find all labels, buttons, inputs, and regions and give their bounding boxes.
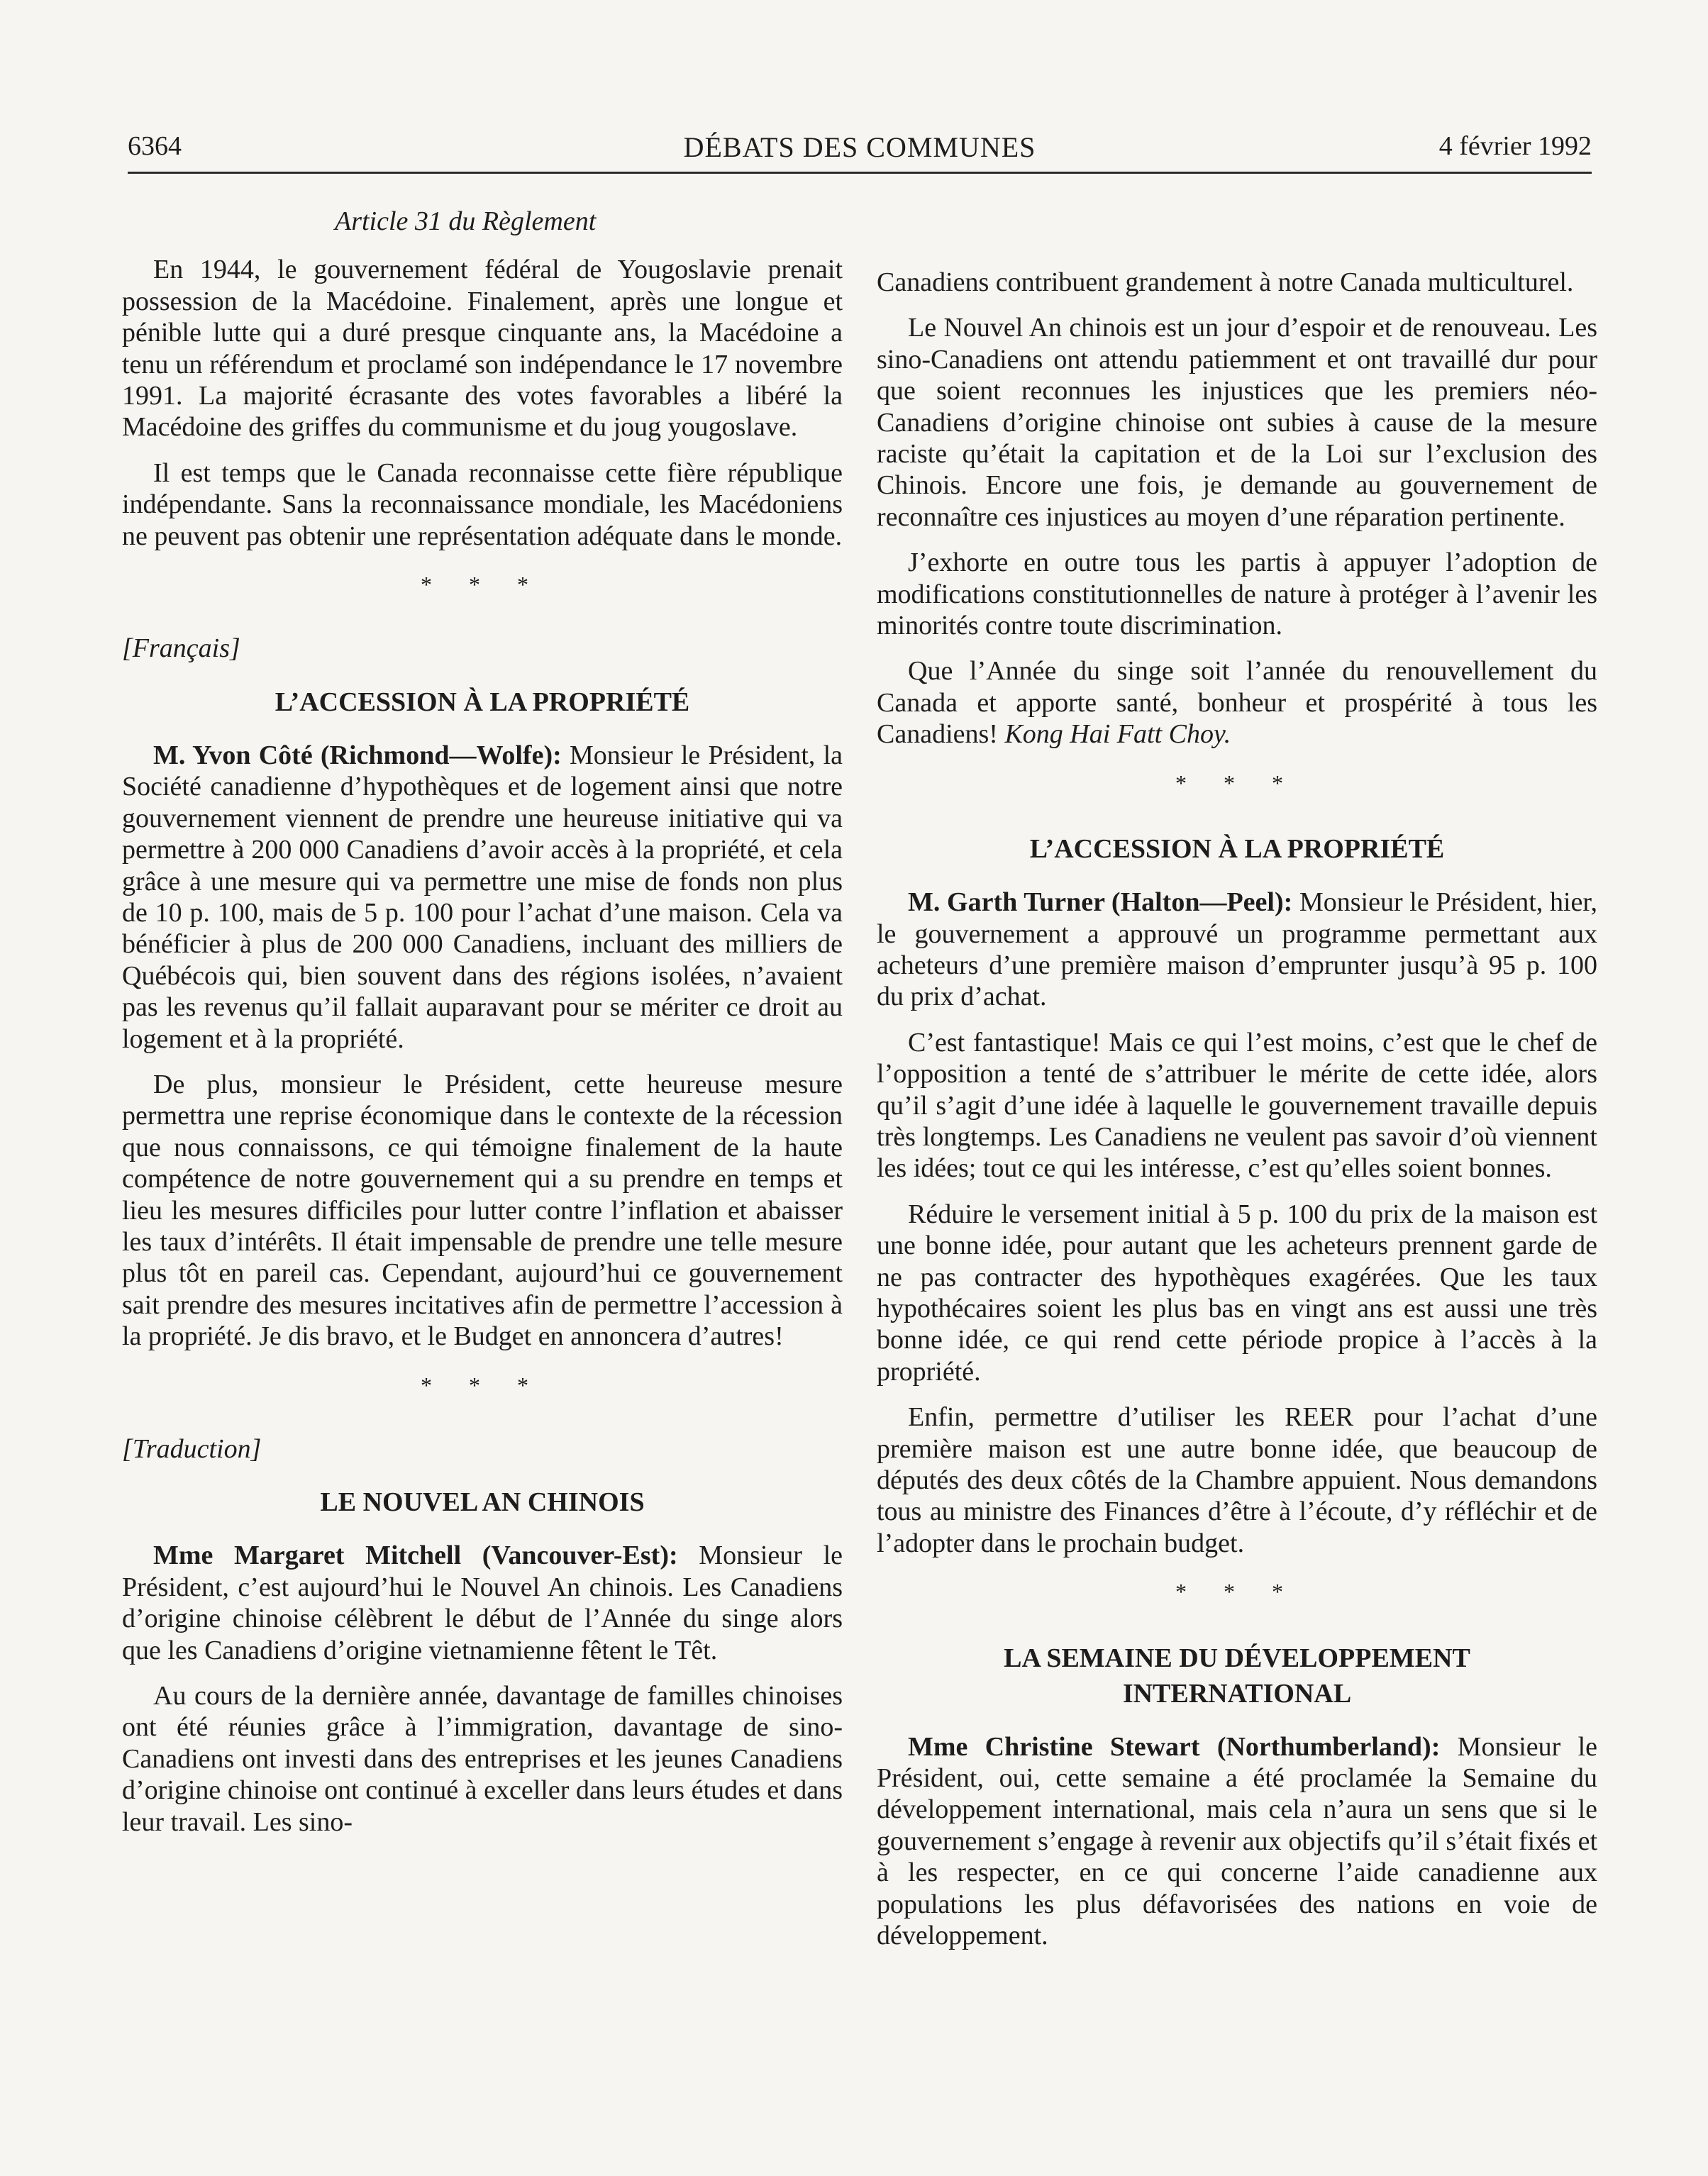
paragraph: J’exhorte en outre tous les partis à appuyer l’adoption de modifications constitutionnelles de nature à protéger à l’avenir les minorités contre toute discrimination. [877, 548, 1597, 641]
right-column [877, 267, 1597, 1965]
article-reference: Article 31 du Règlement [335, 206, 597, 236]
paragraph: M. Yvon Côté (Richmond—Wolfe): Monsieur le Président, la Société canadienne d’hypothèques et de logement ainsi que notre gouvernement viennent de prendre une heureuse initiative qui va permettre à 200 000 Canadiens d’avoir accès à la propriété, et cela grâce à une mesure qui va permettre une mise de fonds non plus de 10 p. 100, mais de 5 p. 100 pour l’achat d’une maison. Cela va bénéficier à plus de 200 000 Canadiens, incluant des milliers de Québécois qui, bien souvent dans des régions isolées, n’avaient pas les revenus qu’il fallait auparavant pour se mériter ce droit au logement et à la propriété. [122, 740, 843, 1054]
paragraph: Il est temps que le Canada reconnaisse cette fière république indépendante. Sans la reconnaissance mondiale, les Macédoniens ne peuvent pas obtenir une représentation adéquate dans le monde. [122, 457, 843, 551]
section-separator: * * * [421, 572, 544, 598]
paragraph: Enfin, permettre d’utiliser les REER pour l’achat d’une première maison est une autre bonne idée, que beaucoup de députés des deux côtés de la Chambre appuient. Nous demandons tous au ministre des Finances d’être à l’écoute, d’y réfléchir et de l’adopter dans le prochain budget. [877, 1402, 1597, 1558]
section-heading: L’ACCESSION À LA PROPRIÉTÉ [1029, 834, 1445, 865]
section-heading: LE NOUVEL AN CHINOIS [320, 1487, 645, 1518]
publication-title: DÉBATS DES COMMUNES [683, 131, 1036, 163]
section-heading: LA SEMAINE DU DÉVELOPPEMENT INTERNATIONAL [1004, 1643, 1470, 1709]
section-heading: L’ACCESSION À LA PROPRIÉTÉ [274, 687, 690, 717]
paragraph: De plus, monsieur le Président, cette heureuse mesure permettra une reprise économique dans le contexte de la récession que nous connaissons, ce qui témoigne finalement de la haute compétence de notre gouvernement qui a su prendre en temps et lieu les mesures difficiles pour lutter contre l’inflation et abaisser les taux d’intérêts. Il était impensable de prendre une telle mesure plus tôt en pareil cas. Cependant, aujourd’hui ce gouvernement sait prendre des mesures incitatives afin de permettre l’accession à la propriété. Je dis bravo, et le Budget en annoncera d’autres! [122, 1069, 843, 1352]
page-number: 6364 [128, 131, 182, 161]
speaker-name: M. Garth Turner (Halton—Peel): [908, 887, 1293, 918]
speaker-name: M. Yvon Côté (Richmond—Wolfe): [153, 740, 562, 770]
paragraph: Réduire le versement initial à 5 p. 100 du prix de la maison est une bonne idée, pour autant que les acheteurs prennent garde de ne pas contracter des hypothèques exagérées. Que les taux hypothécaires soient les plus bas en vingt ans est aussi une très bonne idée, ce qui rend cette période propice à l’accès à la propriété. [877, 1199, 1597, 1387]
paragraph: Mme Margaret Mitchell (Vancouver-Est): Monsieur le Président, c’est aujourd’hui le Nouvel An chinois. Les Canadiens d’origine chinoise célèbrent le début de l’Année du singe alors que les Canadiens d’origine vietnamienne fêtent le Têt. [122, 1541, 843, 1665]
paragraph: C’est fantastique! Mais ce qui l’est moins, c’est que le chef de l’opposition a tenté de s’attribuer le mérite de cette idée, alors qu’il s’agit d’une idée à laquelle le gouvernement travaille depuis très longtemps. Les Canadiens ne veulent pas savoir d’où viennent les idées; tout ce qui les intéresse, c’est qu’elles soient bonnes. [877, 1027, 1597, 1184]
page-date: 4 février 1992 [1438, 131, 1592, 161]
page-header [128, 131, 1592, 174]
section-separator: * * * [1175, 1579, 1299, 1605]
left-column [122, 206, 843, 1852]
paragraph: Canadiens contribuent grandement à notre Canada multiculturel. [877, 267, 1574, 297]
section-separator: * * * [1175, 770, 1299, 796]
paragraph: Mme Christine Stewart (Northumberland): Monsieur le Président, oui, cette semaine a été proclamée la Semaine du développement international, mais cela n’aura un sens que si le gouvernement s’engage à revenir aux objectifs qu’il s’était fixés et à les respecter, en ce qui concerne l’aide canadienne aux populations les plus défavorisées des nations en voie de développement. [877, 1731, 1598, 1951]
language-marker: [Traduction] [122, 1434, 262, 1464]
paragraph: Au cours de la dernière année, davantage de familles chinoises ont été réunies grâce à l’immigration, davantage de sino-Canadiens ont investi dans des entreprises et les jeunes Canadiens d’origine chinoise ont continué à exceller dans leurs études et dans leur travail. Les sino- [122, 1681, 843, 1837]
speaker-name: Mme Margaret Mitchell (Vancouver-Est): [153, 1541, 678, 1571]
paragraph: Le Nouvel An chinois est un jour d’espoir et de renouveau. Les sino-Canadiens ont attendu patiemment et ont travaillé dur pour que soient reconnues les injustices que les premiers néo-Canadiens d’origine chinoise ont subies à cause de la mesure raciste qu’était la capitation et de la Loi sur l’exclusion des Chinois. Encore une fois, je demande au gouvernement de reconnaître ces injustices au moyen d’une réparation pertinente. [877, 313, 1597, 532]
speaker-name: Mme Christine Stewart (Northumberland): [908, 1731, 1441, 1762]
paragraph: En 1944, le gouvernement fédéral de Yougoslavie prenait possession de la Macédoine. Finalement, après une longue et pénible lutte qui a duré presque cinquante ans, la Macédoine a tenu un référendum et proclamé son indépendance le 17 novembre 1991. La majorité écrasante des votes favorables a libéré la Macédoine des griffes du communisme et du joug yougoslave. [122, 255, 843, 443]
paragraph: Que l’Année du singe soit l’année du renouvellement du Canada et apporte santé, bonheur et prospérité à tous les Canadiens! Kong Hai Fatt Choy. [877, 656, 1597, 750]
language-marker: [Français] [122, 633, 240, 664]
paragraph: M. Garth Turner (Halton—Peel): Monsieur le Président, hier, le gouvernement a approuvé un programme permettant aux acheteurs d’une première maison d’emprunter jusqu’à 95 p. 100 du prix d’achat. [877, 887, 1598, 1012]
section-separator: * * * [421, 1372, 544, 1398]
